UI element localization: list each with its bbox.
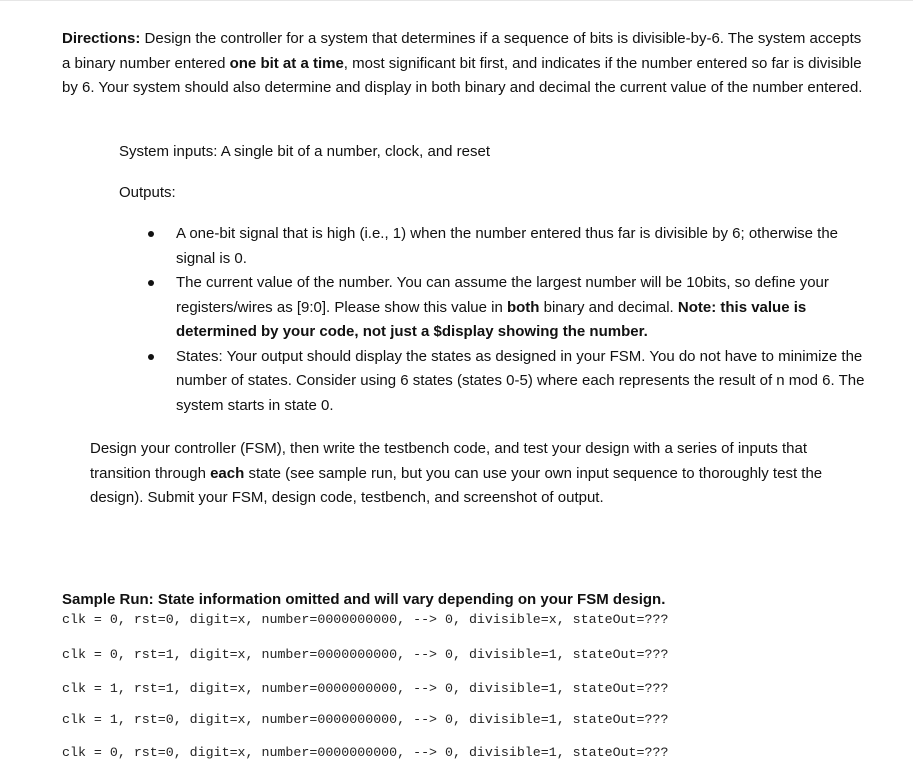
sample-run-line: clk = 1, rst=0, digit=x, number=0000000000, --> 0, divisible=1, stateOut=??? — [62, 712, 669, 727]
directions-paragraph — [62, 27, 872, 101]
bullet-item-current-value — [148, 271, 868, 345]
bullet-dot-icon — [148, 231, 154, 237]
bullet-text: States: Your output should display the states as designed in your FSM. You do not have to minimize the number of states. Consider using 6 states (states 0-5) where each represents the result of n mod 6. The system starts in state 0. — [176, 347, 865, 414]
design-paragraph — [90, 437, 860, 511]
sample-run-line: clk = 0, rst=0, digit=x, number=0000000000, --> 0, divisible=1, stateOut=??? — [62, 745, 669, 760]
directions-text-2: , most significant bit first, and indicates if the number entered so far is divisible by 6. Your system should also determine and display in both binary and decimal the current value of the number entered. — [62, 54, 863, 96]
bullet-text: binary and decimal. — [539, 298, 678, 316]
top-divider — [0, 0, 913, 1]
system-inputs-line: System inputs: A single bit of a number, clock, and reset — [119, 143, 491, 160]
bullet-dot-icon — [148, 280, 154, 286]
bullet-item-states — [148, 345, 868, 419]
bullet-item-divisible-signal — [148, 222, 868, 271]
bullet-bold-both: both — [506, 298, 540, 316]
sample-run-line: clk = 0, rst=0, digit=x, number=0000000000, --> 0, divisible=x, stateOut=??? — [62, 612, 669, 627]
directions-bold-phrase: one bit at a time — [229, 54, 344, 72]
bullet-dot-icon — [148, 354, 154, 360]
outputs-label: Outputs: — [119, 184, 176, 201]
sample-run-title: Sample Run: State information omitted and will vary depending on your FSM design. — [62, 591, 666, 608]
bullet-text: A one-bit signal that is high (i.e., 1) when the number entered thus far is divisible by 6; otherwise the signal is 0. — [176, 225, 839, 267]
bullet-text: The current value of the number. You can assume the largest number will be 10bits, so define your registers/wires as [9:0]. Please show this value in — [176, 274, 829, 316]
directions-label: Directions: — [62, 30, 141, 47]
bullet-bold-note: Note: this value is determined by your code, not just a $display showing the number. — [176, 298, 807, 340]
directions-text-1: Design the controller for a system that determines if a sequence of bits is divisible-by-6. The system accepts a binary number entered — [62, 30, 862, 72]
outputs-bullet-list — [148, 222, 868, 418]
sample-run-line: clk = 1, rst=1, digit=x, number=0000000000, --> 0, divisible=1, stateOut=??? — [62, 681, 669, 696]
design-text-2: state (see sample run, but you can use your own input sequence to thoroughly test the design). Submit your FSM, design code, testbench, and screenshot of output. — [90, 464, 823, 506]
design-text-1: Design your controller (FSM), then write the testbench code, and test your design with a series of inputs that transition through — [90, 440, 808, 482]
design-bold-each: each — [210, 464, 245, 482]
sample-run-line: clk = 0, rst=1, digit=x, number=0000000000, --> 0, divisible=1, stateOut=??? — [62, 647, 669, 662]
